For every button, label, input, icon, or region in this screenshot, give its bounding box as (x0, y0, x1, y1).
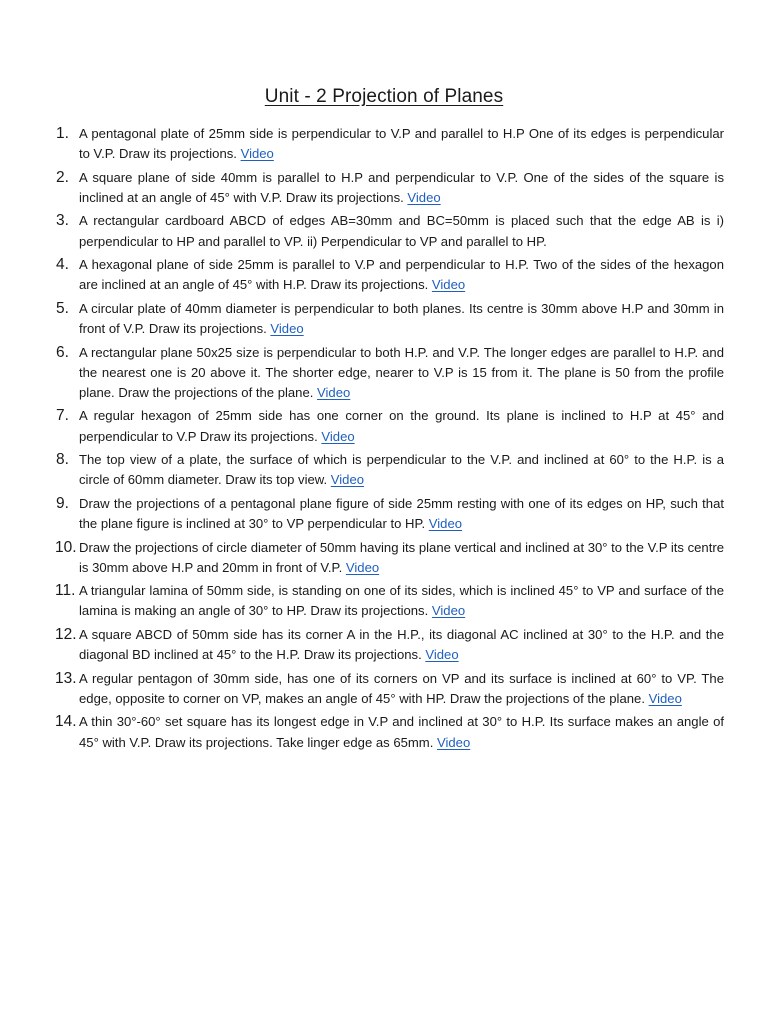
item-number: 5. (56, 299, 69, 317)
video-link[interactable]: Video (321, 428, 355, 444)
video-link[interactable]: Video (431, 277, 466, 293)
list-item (52, 669, 724, 709)
item-number: 6. (56, 343, 69, 361)
item-number: 12. (55, 625, 77, 643)
video-link[interactable]: Video (317, 384, 351, 400)
item-text: A pentagonal plate of 25mm side is perpendicular to V.P and parallel to H.P One of its edges is perpendicular to V.P. Draw its projections. (79, 126, 724, 162)
item-text: A rectangular cardboard ABCD of edges AB=30mm and BC=50mm is placed such that the edge AB is i) perpendicular to HP and parallel to VP. ii) Perpendicular to VP and parallel to HP. (79, 213, 724, 249)
list-item (52, 299, 724, 339)
item-number: 11. (55, 582, 76, 600)
list-item (52, 255, 724, 295)
list-item (52, 625, 724, 665)
video-link[interactable]: Video (425, 647, 459, 663)
item-number: 14. (55, 713, 77, 731)
list-item (52, 494, 724, 534)
list-item (52, 343, 724, 404)
item-text: The top view of a plate, the surface of which is perpendicular to the V.P. and inclined at 60° to the H.P. is a circle of 60mm diameter. Draw its top view. (79, 452, 724, 488)
video-link[interactable]: Video (436, 734, 471, 750)
video-link[interactable]: Video (648, 690, 682, 706)
question-list (52, 124, 724, 756)
item-number: 3. (56, 212, 69, 230)
item-text: A thin 30°-60° set square has its longest edge in V.P and inclined at 30° to H.P. Its surface makes an angle of 45° with V.P. Draw its projections. Take linger edge as 65mm. (79, 714, 724, 750)
item-text: A circular plate of 40mm diameter is perpendicular to both planes. Its centre is 30mm above H.P and 30mm in front of V.P. Draw its projections. (79, 300, 724, 337)
list-item (52, 168, 724, 208)
item-number: 1. (56, 125, 69, 142)
item-text: A regular hexagon of 25mm side has one corner on the ground. Its plane is inclined to H.P at 45° and perpendicular to V.P Draw its projections. (79, 408, 724, 444)
item-text: A regular pentagon of 30mm side, has one of its corners on VP and its surface is inclined at 60° to VP. The edge, opposite to corner on VP, makes an angle of 45° with HP. Draw the projections of the plane. (79, 670, 724, 706)
list-item (52, 124, 724, 164)
video-link[interactable]: Video (428, 516, 463, 532)
item-number: 9. (56, 494, 69, 512)
list-item (52, 581, 724, 621)
list-item (52, 712, 724, 752)
item-text: A square plane of side 40mm is parallel to H.P and perpendicular to V.P. One of the sides of the square is inclined at an angle of 45° with V.P. Draw its projections. (79, 169, 724, 205)
item-number: 7. (56, 407, 69, 425)
item-text: A hexagonal plane of side 25mm is parallel to V.P and perpendicular to H.P. Two of the sides of the hexagon are inclined at an angle of 45° with H.P. Draw its projections. (79, 257, 724, 293)
item-text: Draw the projections of circle diameter of 50mm having its plane vertical and inclined at 30° to the V.P its centre is 30mm above H.P and 20mm in front of V.P. (79, 539, 724, 575)
item-text: Draw the projections of a pentagonal plane figure of side 25mm resting with one of its edges on HP, such that the plane figure is inclined at 30° to VP perpendicular to HP. (79, 495, 724, 532)
item-number: 10. (55, 538, 77, 556)
item-number: 8. (56, 451, 69, 469)
video-link[interactable]: Video (240, 146, 274, 162)
item-text: A square ABCD of 50mm side has its corner A in the H.P., its diagonal AC inclined at 30° to the H.P. and the diagonal BD inclined at 45° to the H.P. Draw its projections. (79, 626, 724, 663)
video-link[interactable]: Video (270, 321, 304, 337)
list-item (52, 538, 724, 578)
item-number: 2. (56, 168, 69, 186)
item-text: A rectangular plane 50x25 size is perpendicular to both H.P. and V.P. The longer edges are parallel to H.P. and the nearest one is 20 above it. The shorter edge, nearer to V.P is 15 from it. The plane is 50 from the profile plane. Draw the projections of the plane. (79, 344, 724, 400)
page-title: Unit - 2 Projection of Planes (264, 86, 504, 107)
list-item (52, 406, 724, 446)
item-number: 4. (56, 256, 69, 274)
video-link[interactable]: Video (330, 472, 365, 488)
item-text: A triangular lamina of 50mm side, is standing on one of its sides, which is inclined 45° to VP and surface of the lamina is making an angle of 30° to HP. Draw its projections. (79, 583, 724, 619)
video-link[interactable]: Video (407, 189, 441, 205)
video-link[interactable]: Video (345, 559, 380, 575)
video-link[interactable]: Video (431, 603, 466, 619)
item-number: 13. (55, 669, 77, 687)
list-item (52, 450, 724, 490)
list-item (52, 211, 724, 251)
